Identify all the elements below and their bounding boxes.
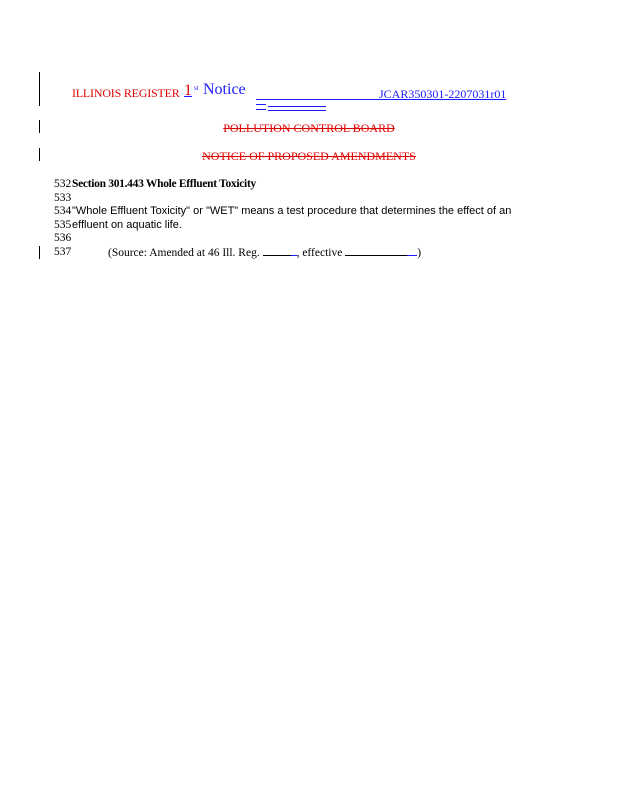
line-537 xyxy=(54,246,574,260)
double-underline xyxy=(268,106,326,111)
line-533 xyxy=(54,192,574,206)
line-number: 534 xyxy=(54,205,72,218)
effective-date-blank-insert xyxy=(407,246,417,256)
line-number: 536 xyxy=(54,232,72,245)
effective-date-blank xyxy=(345,246,407,256)
line-number: 532 xyxy=(54,178,72,190)
register-name: ILLINOIS REGISTER xyxy=(72,86,180,100)
change-bar xyxy=(39,72,40,106)
section-heading: Section 301.443 Whole Effluent Toxicity xyxy=(72,178,256,190)
line-534 xyxy=(54,205,574,219)
line-number: 537 xyxy=(54,245,72,258)
page-number: 1 xyxy=(184,82,192,99)
line-numbered-body xyxy=(54,178,574,260)
change-bar xyxy=(39,246,40,259)
source-middle: , effective xyxy=(296,246,346,259)
source-note xyxy=(108,246,421,261)
definition-text: effluent on aquatic life. xyxy=(72,218,182,231)
line-number: 533 xyxy=(54,191,72,204)
line-535 xyxy=(54,219,574,233)
notice-type-title: NOTICE OF PROPOSED AMENDMENTS xyxy=(202,149,416,163)
register-header xyxy=(72,82,572,106)
source-suffix: ) xyxy=(417,246,422,259)
double-underline xyxy=(256,104,266,110)
board-title: POLLUTION CONTROL BOARD xyxy=(223,121,395,135)
line-number: 535 xyxy=(54,218,72,231)
page-number-superscript: st xyxy=(194,84,199,92)
source-prefix: (Source: Amended at 46 Ill. Reg. xyxy=(108,246,263,259)
line-536 xyxy=(54,232,574,246)
volume-blank xyxy=(263,246,291,256)
line-532 xyxy=(54,178,574,192)
document-id: JCAR350301-2207031r01 xyxy=(379,87,507,101)
notice-label: Notice xyxy=(203,81,246,98)
definition-text: "Whole Effluent Toxicity" or "WET" means a test procedure that determines the effect of an xyxy=(72,205,512,218)
